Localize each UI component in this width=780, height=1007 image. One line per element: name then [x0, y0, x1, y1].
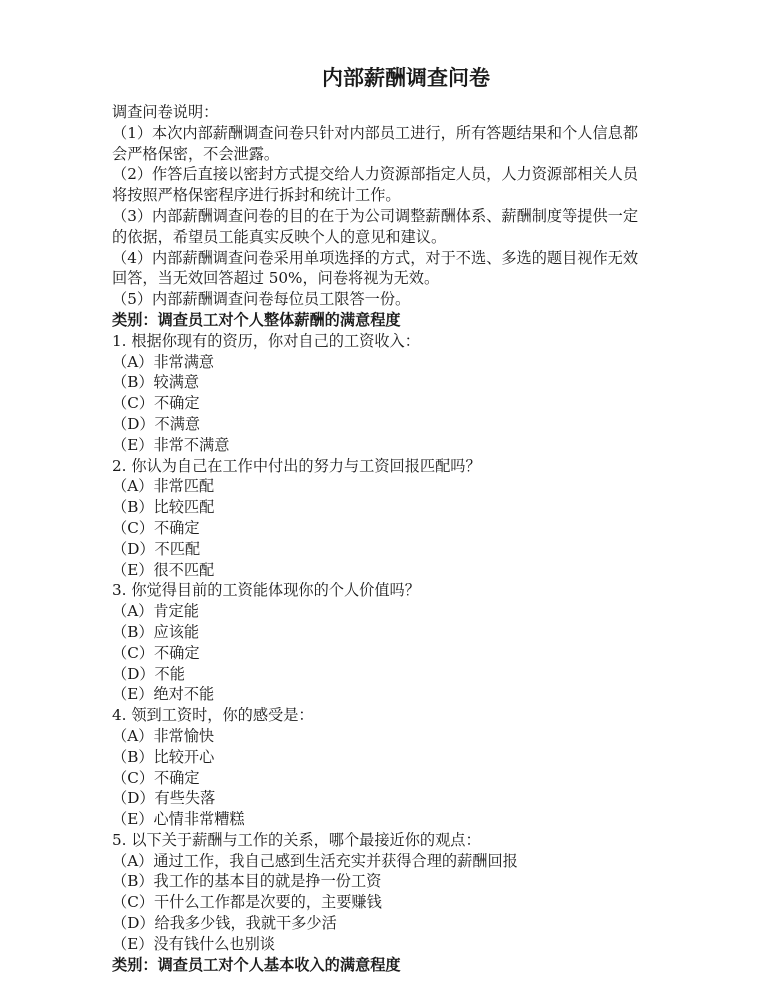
option-c: （C）不确定 [112, 768, 200, 787]
option-a: （A）肯定能 [112, 602, 199, 621]
option-b: （B）应该能 [112, 622, 200, 641]
option-c: （C）不确定 [112, 643, 200, 662]
intro-item-5: （5）内部薪酬调查问卷每位员工限答一份。 [112, 290, 411, 309]
option-c: （C）干什么工作都是次要的，主要赚钱 [112, 893, 382, 912]
option-a: （A）通过工作，我自己感到生活充实并获得合理的薪酬回报 [112, 851, 518, 870]
option-b: （B）我工作的基本目的就是挣一份工资 [112, 872, 382, 891]
question-2 [112, 456, 720, 581]
option-b: （B）较满意 [112, 373, 200, 392]
intro-item-3: （3）内部薪酬调查问卷的目的在于为公司调整薪酬体系、薪酬制度等提供一定 的依据，希望员工能真实反映个人的意见和建议。 [112, 206, 639, 246]
option-e: （E）心情非常糟糕 [112, 810, 245, 829]
option-d: （D）不匹配 [112, 539, 201, 558]
category-heading: 类别：调查员工对个人整体薪酬的满意程度 [112, 310, 401, 329]
intro-heading: 调查问卷说明： [112, 103, 219, 121]
document-title: 内部薪酬调查问卷 [322, 66, 490, 90]
option-c: （C）不确定 [112, 518, 200, 537]
option-d: （D）给我多少钱，我就干多少活 [112, 914, 337, 933]
question-1 [112, 331, 720, 456]
option-d: （D）有些失落 [112, 789, 216, 808]
option-a: （A）非常满意 [112, 352, 215, 371]
option-e: （E）非常不满意 [112, 435, 230, 454]
question-text: 3. 你觉得目前的工资能体现你的个人价值吗？ [112, 581, 420, 600]
option-a: （A）非常愉快 [112, 726, 215, 745]
intro-item-1: （1）本次内部薪酬调查问卷只针对内部员工进行，所有答题结果和个人信息都 会严格保密，不会泄露。 [112, 123, 639, 163]
question-3 [112, 580, 720, 705]
intro-item-4: （4）内部薪酬调查问卷采用单项选择的方式，对于不选、多选的题目视作无效 回答，当无效回答超过 50%，问卷将视为无效。 [112, 248, 639, 288]
intro-item-2: （2）作答后直接以密封方式提交给人力资源部指定人员，人力资源部相关人员 将按照严格保密程序进行拆封和统计工作。 [112, 165, 639, 205]
question-4 [112, 705, 720, 830]
option-e: （E）绝对不能 [112, 685, 215, 704]
question-text: 2. 你认为自己在工作中付出的努力与工资回报匹配吗？ [112, 456, 481, 475]
question-text: 5. 以下关于薪酬与工作的关系，哪个最接近你的观点： [112, 830, 481, 849]
option-d: （D）不满意 [112, 414, 201, 433]
option-a: （A）非常匹配 [112, 477, 215, 496]
category-heading-2: 类别：调查员工对个人基本收入的满意程度 [112, 955, 401, 974]
option-c: （C）不确定 [112, 394, 200, 413]
question-5 [112, 830, 720, 955]
question-text: 4. 领到工资时，你的感受是： [112, 706, 314, 725]
option-d: （D）不能 [112, 664, 185, 683]
intro-list [112, 123, 720, 310]
option-b: （B）比较开心 [112, 747, 215, 766]
question-text: 1. 根据你现有的资历，你对自己的工资收入： [112, 331, 420, 350]
option-e: （E）没有钱什么也别谈 [112, 934, 275, 953]
option-b: （B）比较匹配 [112, 498, 215, 517]
option-e: （E）很不匹配 [112, 560, 215, 579]
